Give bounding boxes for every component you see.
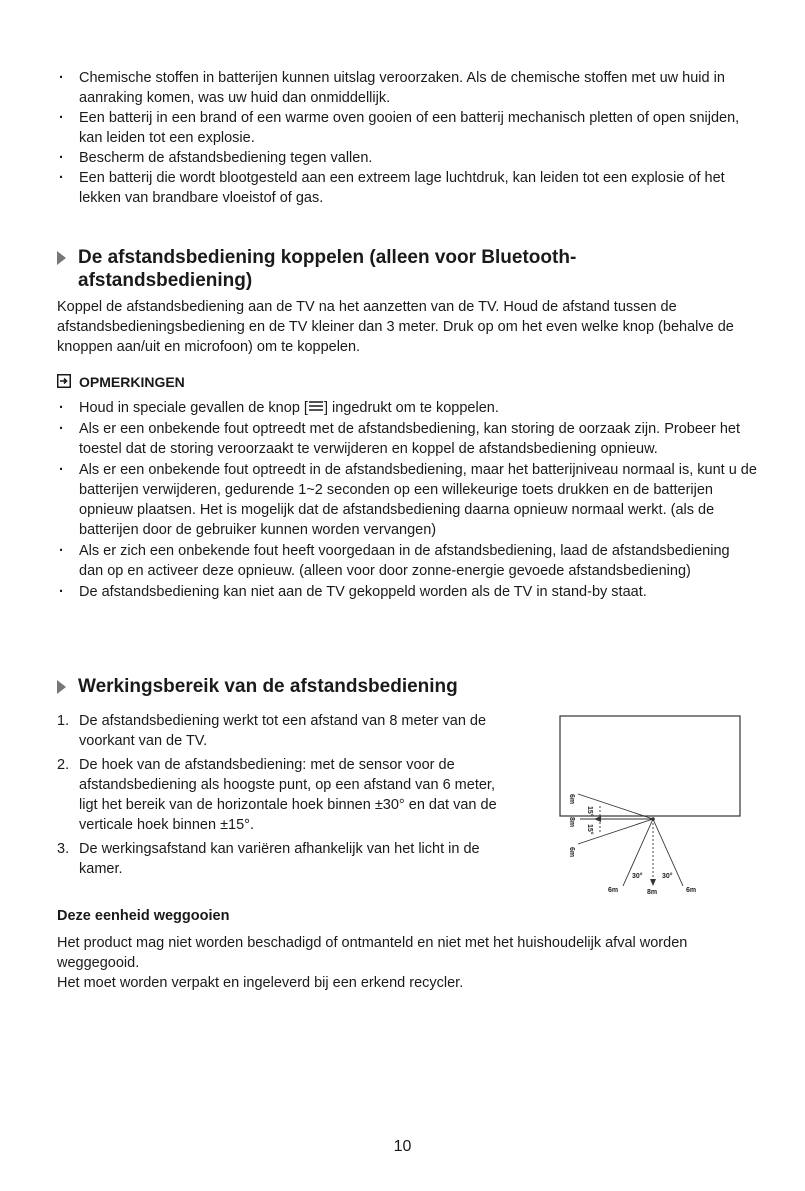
list-item: · Als er zich een onbekende fout heeft voorgedaan in de afstandsbediening, laad de afstandsbediening dan op en activeer deze opnieuw. (alleen voor door zonne-energie gevoede afstandsbediening) — [57, 541, 757, 581]
tv-outline — [560, 716, 740, 816]
label-6m-bottom-left: 6m — [608, 887, 619, 894]
label-8m-bottom: 8m — [647, 889, 658, 896]
list-item — [57, 711, 497, 751]
notes-list — [57, 398, 757, 603]
arrow-left-icon — [594, 816, 601, 822]
label-30-right: 30° — [662, 873, 673, 880]
item-number: 2. — [57, 757, 70, 773]
item-number: 3. — [57, 841, 70, 857]
menu-icon — [309, 398, 323, 418]
disposal-line1: Het product mag niet worden beschadigd of ontmanteld en niet met het huishoudelijk afval worden weggegooid. — [57, 935, 688, 971]
label-15-top: 15° — [586, 806, 593, 817]
pairing-title-line2: afstandsbediening) — [78, 270, 253, 291]
list-item: · Als er een onbekende fout optreedt in de afstandsbediening, maar het batterijniveau normaal is, kunt u de batterijen verwijderen, gedurende 1~2 seconden op een willekeurige toets drukken en de batterijen opnieuw plaatsen. Het is mogelijk dat de afstandsbediening daarna opnieuw normaal werkt. (als de batterijen door de gebruiker kunnen worden vervangen) — [57, 460, 757, 540]
item-text: De hoek van de afstandsbediening: met de sensor voor de afstandsbediening als hoogste punt, op een afstand van 6 meter, ligt het bereik van de horizontale hoek binnen ±30° en dat van de verticale hoek binnen ±15°. — [79, 757, 497, 833]
list-item — [57, 755, 497, 835]
list-item — [57, 839, 497, 879]
list-item: · De afstandsbediening kan niet aan de TV gekoppeld worden als de TV in stand-by staat. — [57, 582, 757, 602]
item-text: De afstandsbediening werkt tot een afstand van 8 meter van de voorkant van de TV. — [79, 713, 487, 749]
section-arrow-icon — [57, 680, 66, 694]
sensor-dot — [651, 817, 655, 821]
page-number: 10 — [393, 1138, 412, 1155]
pairing-heading — [57, 246, 757, 292]
disposal-line2: Het moet worden verpakt en ingeleverd bij een erkend recycler. — [57, 975, 464, 991]
list-item: · Een batterij die wordt blootgesteld aan een extreem lage luchtdruk, kan leiden tot een explosie of het lekken van brandbare vloeistof of gas. — [57, 168, 757, 208]
label-6m-left: 6m — [568, 847, 575, 858]
label-15-bottom: 15° — [586, 824, 593, 835]
note-arrow-icon — [57, 374, 71, 392]
item-number: 1. — [57, 713, 70, 729]
disposal-title: Deze eenheid weggooien — [57, 908, 230, 924]
pairing-intro: Koppel de afstandsbediening aan de TV na het aanzetten van de TV. Houd de afstand tussen de afstandsbedieningsbediening en de TV kleiner dan 3 meter. Druk op om het even welke knop (behalve de knoppen aan/uit en microfoon) om te koppelen. — [57, 299, 734, 355]
range-title: Werkingsbereik van de afstandsbediening — [78, 676, 458, 697]
arrow-down-icon — [650, 879, 656, 886]
battery-warning-list — [57, 68, 757, 208]
list-item: · Een batterij in een brand of een warme oven gooien of een batterij mechanisch pletten of open snijden, kan leiden tot een explosie. — [57, 108, 757, 148]
notes-title: OPMERKINGEN — [79, 374, 185, 390]
range-heading — [57, 675, 757, 698]
note1-before: Houd in speciale gevallen de knop [ — [79, 400, 308, 416]
item-text: De werkingsafstand kan variëren afhankelijk van het licht in de kamer. — [79, 841, 480, 877]
range-diagram — [558, 714, 748, 900]
list-item: · Bescherm de afstandsbediening tegen vallen. — [57, 148, 757, 168]
section-arrow-icon — [57, 251, 66, 265]
label-6m-top: 6m — [568, 794, 575, 805]
notes-heading — [57, 373, 185, 392]
range-list — [57, 711, 497, 883]
label-6m-bottom-right: 6m — [686, 887, 697, 894]
note1-after: ] ingedrukt om te koppelen. — [323, 400, 499, 416]
label-8m-left: 8m — [568, 817, 575, 828]
label-30-left: 30° — [632, 873, 643, 880]
list-item — [57, 398, 757, 418]
list-item: · Chemische stoffen in batterijen kunnen uitslag veroorzaken. Als de chemische stoffen met uw huid in aanraking komen, was uw huid dan onmiddellijk. — [57, 68, 757, 108]
list-item: · Als er een onbekende fout optreedt met de afstandsbediening, kan storing de oorzaak zijn. Probeer het toestel dat de storing veroorzaakt te verwijderen en koppel de afstandsbediening opnieuw. — [57, 419, 757, 459]
pairing-title-line1: De afstandsbediening koppelen (alleen voor Bluetooth- — [78, 247, 577, 268]
